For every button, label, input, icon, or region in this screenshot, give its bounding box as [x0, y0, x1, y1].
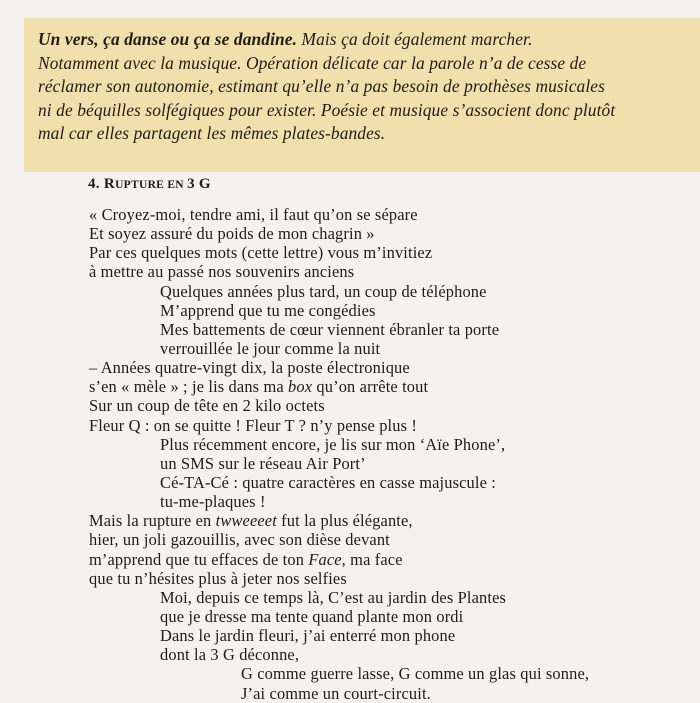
poem-italic-word: box [288, 377, 313, 397]
poem-line-part: s’en « mèle » ; je lis dans ma [89, 377, 289, 397]
poem-line: tu-me-plaques ! [160, 492, 266, 512]
poem-line-part: Mais la rupture en [89, 511, 216, 531]
intro-box [24, 18, 700, 172]
poem-line: Quelques années plus tard, un coup de téléphone [160, 281, 487, 301]
poem-line: Moi, depuis ce temps là, C’est au jardin des Plantes [160, 587, 507, 607]
poem-italic-word: twweeeet [215, 511, 277, 531]
poem-line: verrouillée le jour comme la nuit [160, 338, 381, 358]
section-title-tail: 3 G [187, 176, 211, 192]
poem-line: Plus récemment encore, je lis sur mon ‘Aïe Phone’, [160, 434, 506, 454]
intro-line-1 [38, 28, 682, 52]
poem-line [0, 550, 700, 569]
section-title-smallcaps: UPTURE EN [115, 179, 188, 191]
poem-line: Par ces quelques mots (cette lettre) vous m’invitiez [89, 243, 433, 263]
intro-lead: Un vers, ça danse ou ça se dandine. [38, 29, 298, 49]
intro-paragraph [38, 28, 682, 146]
poem-line: J’ai comme un court-circuit. [241, 683, 431, 703]
poem [0, 205, 700, 703]
poem-line: Cé-TA-Cé : quatre caractères en casse majuscule : [160, 472, 496, 492]
poem-line: que je dresse ma tente quand plante mon ordi [160, 606, 464, 626]
poem-line-part: qu’on arrête tout [312, 377, 429, 397]
poem-line: dont la 3 G déconne, [160, 645, 300, 665]
poem-line-part: , ma face [341, 549, 403, 569]
section-number: 4. [88, 176, 100, 192]
poem-line: Mes battements de cœur viennent ébranler ta porte [160, 319, 500, 339]
poem-line [0, 377, 700, 396]
poem-line: Et soyez assuré du poids de mon chagrin » [89, 224, 375, 244]
poem-line: G comme guerre lasse, G comme un glas qui sonne, [241, 664, 590, 684]
poem-line: « Croyez-moi, tendre ami, il faut qu’on se sépare [89, 205, 418, 224]
poem-line: Sur un coup de tête en 2 kilo octets [89, 396, 325, 416]
poem-line: Fleur Q : on se quitte ! Fleur T ? n’y pense plus ! [89, 415, 417, 435]
intro-line-5: mal car elles partagent les mêmes plates-bandes. [38, 123, 386, 144]
intro-line-3: réclamer son autonomie, estimant qu’elle n’a pas besoin de prothèses musicales [38, 76, 605, 97]
poem-line: Dans le jardin fleuri, j’ai enterré mon phone [160, 626, 456, 646]
poem-line: M’apprend que tu me congédies [160, 300, 376, 320]
intro-line-2: Notamment avec la musique. Opération délicate car la parole n’a de cesse de [38, 52, 587, 73]
poem-line-part: m’apprend que tu effaces de ton [89, 549, 309, 569]
poem-line [0, 511, 700, 530]
poem-line: hier, un joli gazouillis, avec son dièse devant [89, 530, 390, 550]
section-title [88, 176, 211, 193]
poem-line-part: fut la plus élégante, [276, 511, 413, 531]
intro-line-4: ni de béquilles solfégiques pour exister. Poésie et musique s’associent donc plutôt [38, 99, 616, 120]
poem-line: un SMS sur le réseau Air Port’ [160, 453, 366, 473]
poem-line: que tu n’hésites plus à jeter nos selfies [89, 568, 347, 588]
poem-line: – Années quatre-vingt dix, la poste électronique [89, 358, 410, 378]
intro-line-1-rest: Mais ça doit également marcher. [297, 29, 533, 49]
poem-line: à mettre au passé nos souvenirs anciens [89, 262, 355, 282]
section-title-initial: R [103, 176, 116, 192]
poem-italic-word: Face [308, 549, 342, 569]
